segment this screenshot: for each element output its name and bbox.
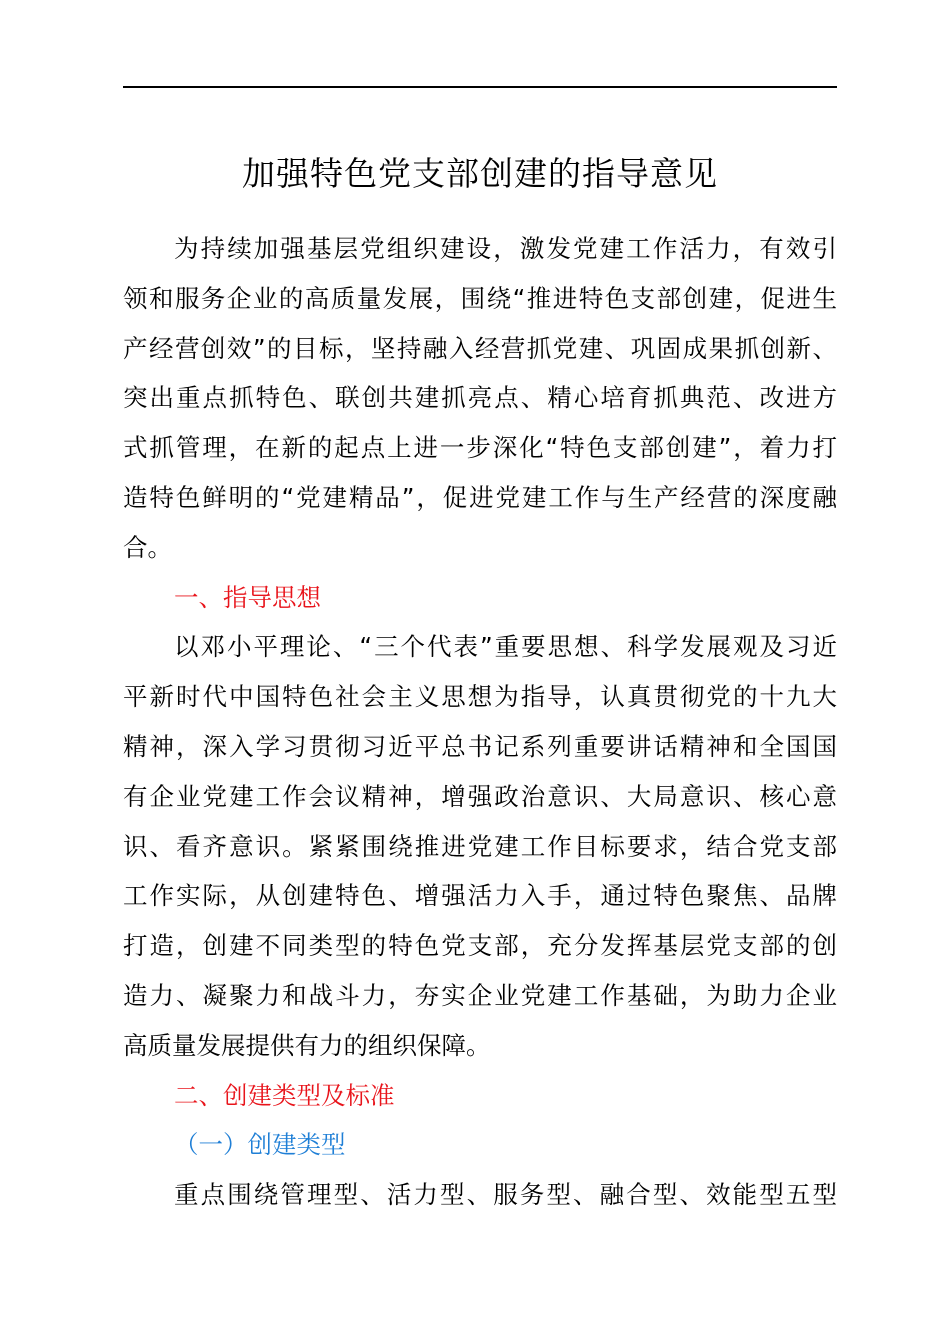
paragraph-line: 合。: [123, 532, 172, 562]
paragraph-line: 重点围绕管理型、活力型、服务型、融合型、效能型五型: [174, 1180, 837, 1210]
paragraph-line: 高质量发展提供有力的组织保障。: [123, 1030, 491, 1060]
paragraph-line: 工作实际，从创建特色、增强活力入手，通过特色聚焦、品牌: [123, 881, 837, 911]
paragraph-line: 突出重点抓特色、联创共建抓亮点、精心培育抓典范、改进方: [123, 383, 837, 413]
section-heading-guiding-ideology: 一、指导思想: [174, 582, 321, 612]
paragraph-line: 造特色鲜明的“党建精品”，促进党建工作与生产经营的深度融: [123, 482, 837, 512]
intro-paragraph: [123, 224, 837, 573]
paragraph-line: 产经营创效”的目标，坚持融入经营抓党建、巩固成果抓创新、: [123, 333, 837, 363]
paragraph-line: 造力、凝聚力和战斗力，夯实企业党建工作基础，为助力企业: [123, 980, 837, 1010]
subsection-heading-creation-types: （一）创建类型: [174, 1130, 346, 1160]
paragraph-line: 精神，深入学习贯彻习近平总书记系列重要讲话精神和全国国: [123, 731, 837, 761]
document-body: [123, 224, 837, 1220]
paragraph-line: 领和服务企业的高质量发展，围绕“推进特色支部创建，促进生: [123, 283, 837, 313]
section-heading-types-and-standards: 二、创建类型及标准: [174, 1080, 395, 1110]
header-rule: [123, 86, 837, 88]
paragraph-line: 以邓小平理论、“三个代表”重要思想、科学发展观及习近: [174, 632, 837, 662]
paragraph-line: 识、看齐意识。紧紧围绕推进党建工作目标要求，结合党支部: [123, 831, 837, 861]
document-title: 加强特色党支部创建的指导意见: [242, 154, 718, 193]
paragraph-line: 平新时代中国特色社会主义思想为指导，认真贯彻党的十九大: [123, 682, 837, 712]
creation-types-paragraph: [123, 1170, 837, 1220]
paragraph-line: 为持续加强基层党组织建设，激发党建工作活力，有效引: [174, 234, 837, 263]
paragraph-line: 式抓管理，在新的起点上进一步深化“特色支部创建”，着力打: [123, 433, 837, 463]
guiding-ideology-paragraph: [123, 622, 837, 1070]
paragraph-line: 有企业党建工作会议精神，增强政治意识、大局意识、核心意: [123, 781, 837, 811]
paragraph-line: 打造，创建不同类型的特色党支部，充分发挥基层党支部的创: [123, 931, 837, 961]
